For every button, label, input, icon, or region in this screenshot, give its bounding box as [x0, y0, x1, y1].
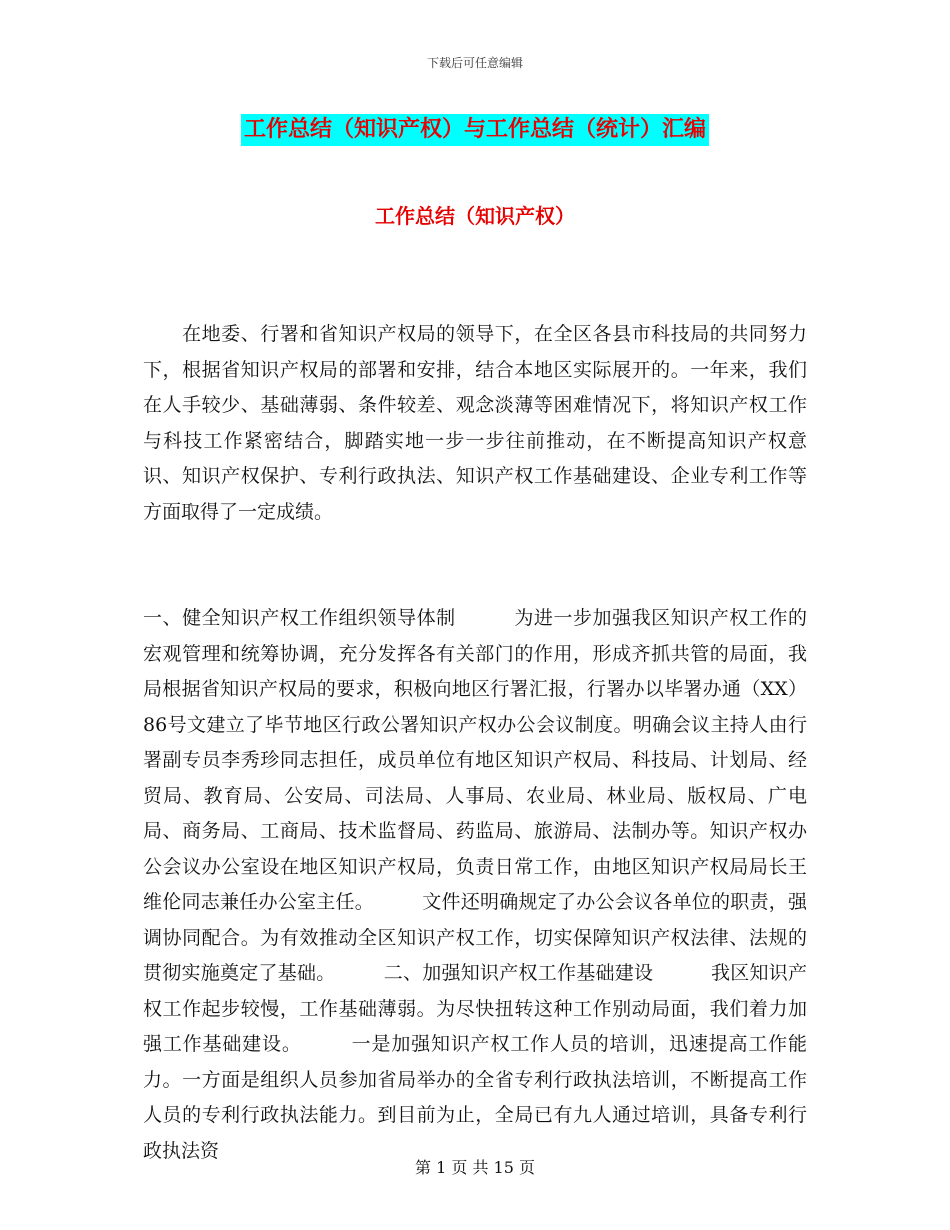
- document-title: [0, 114, 950, 146]
- body-paragraph: 一、健全知识产权工作组织领导体制 为进一步加强我区知识产权工作的宏观管理和统筹协调，充分发挥各有关部门的作用，形成齐抓共管的局面，我局根据省知识产权局的要求，积极向地区行署汇报，行署办以毕署办通（XX）86号文建立了毕节地区行政公署知识产权办公会议制度。明确会议主持人由行署副专员李秀珍同志担任，成员单位有地区知识产权局、科技局、计划局、经贸局、教育局、公安局、司法局、人事局、农业局、林业局、版权局、广电局、商务局、工商局、技术监督局、药监局、旅游局、法制办等。知识产权办公会议办公室设在地区知识产权局，负责日常工作，由地区知识产权局局长王维伦同志兼任办公室主任。 文件还明确规定了办公会议各单位的职责，强调协同配合。为有效推动全区知识产权工作，切实保障知识产权法律、法规的贯彻实施奠定了基础。 二、加强知识产权工作基础建设 我区知识产权工作起步较慢，工作基础薄弱。为尽快扭转这种工作别动局面，我们着力加强工作基础建设。 一是加强知识产权工作人员的培训，迅速提高工作能力。一方面是组织人员参加省局举办的全省专利行政执法培训，不断提高工作人员的专利行政执法能力。到目前为止，全局已有九人通过培训，具备专利行政执法资: [143, 607, 807, 1162]
- document-title-text: 工作总结（知识产权）与工作总结（统计）汇编: [241, 114, 709, 146]
- section-title: 工作总结（知识产权）: [375, 204, 575, 228]
- document-body: [143, 246, 807, 1205]
- header-note: 下载后可任意编辑: [426, 56, 523, 70]
- body-paragraph: 在地委、行署和省知识产权局的领导下，在全区各县市科技局的共同努力下，根据省知识产权局的部署和安排，结合本地区实际展开的。一年来，我们在人手较少、基础薄弱、条件较差、观念淡薄等困难情况下，将知识产权工作与科技工作紧密结合，脚踏实地一步一步往前推动，在不断提高知识产权意识、知识产权保护、专利行政执法、知识产权工作基础建设、企业专利工作等方面取得了一定成绩。: [143, 323, 807, 523]
- page-footer: 第 1 页 共 15 页: [415, 1158, 535, 1177]
